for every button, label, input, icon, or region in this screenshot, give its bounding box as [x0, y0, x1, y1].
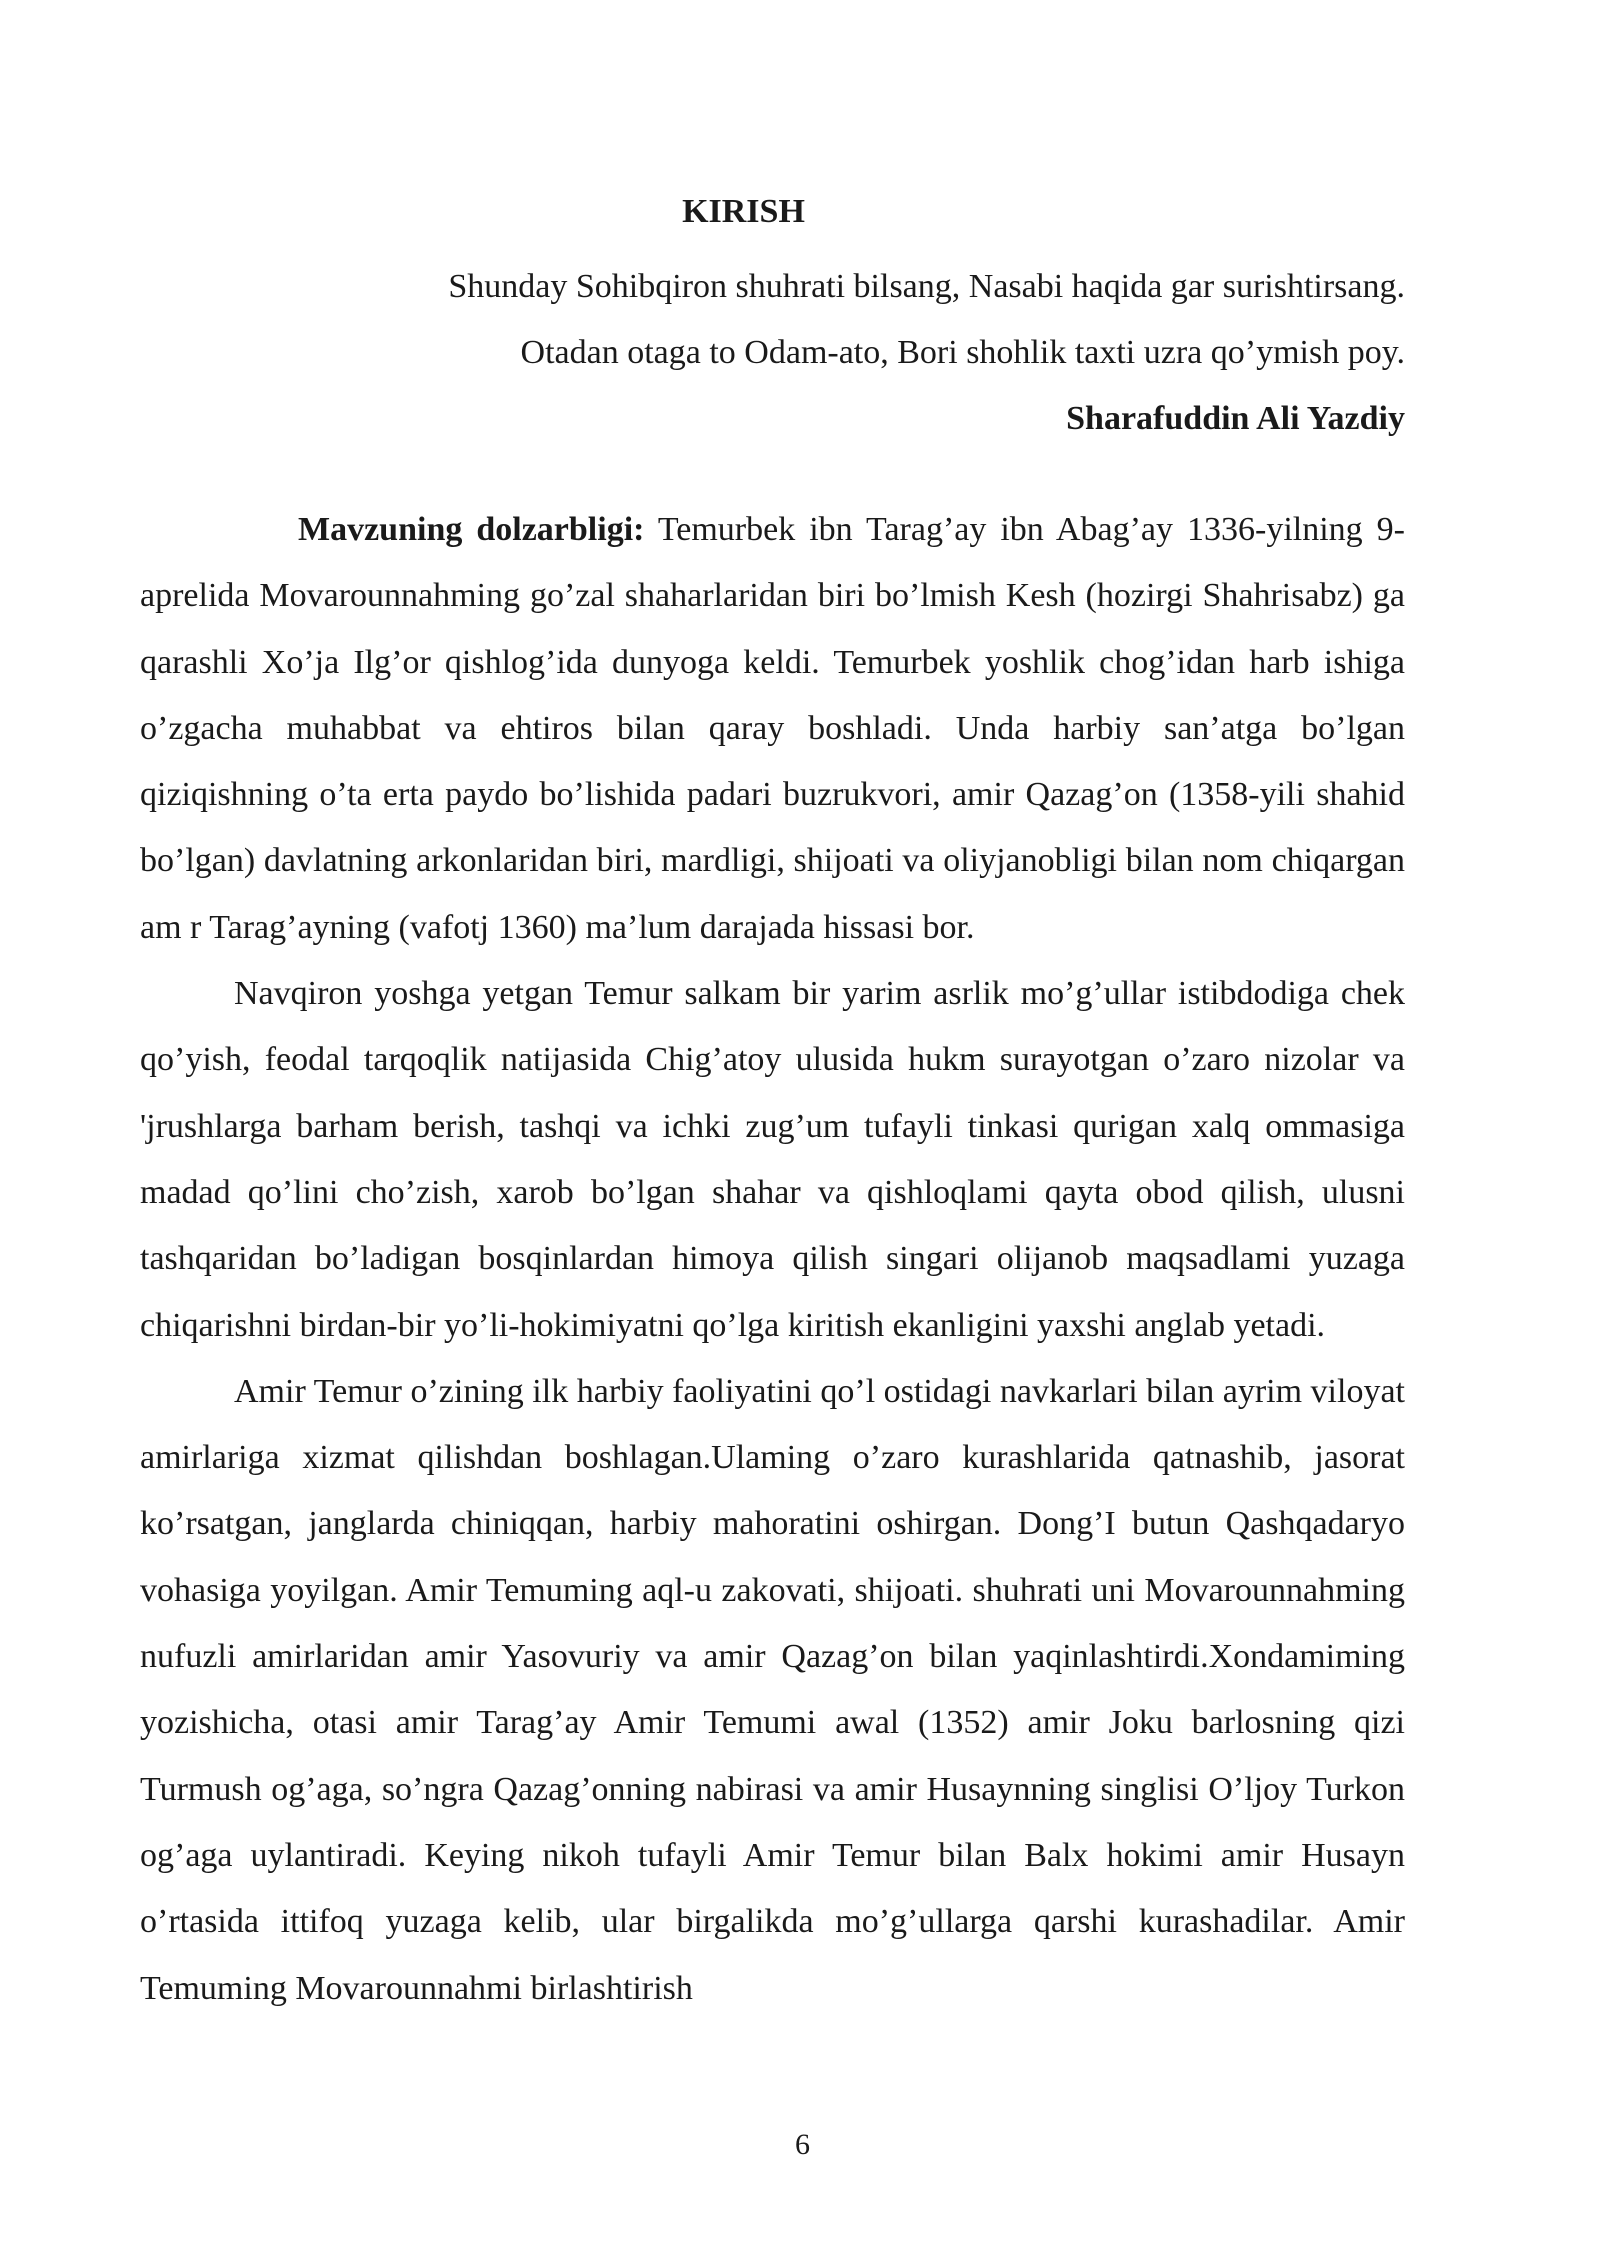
paragraph-1-text: Temurbek ibn Tarag’ay ibn Abag’ay 1336-yilning 9-aprelida Movarounnahming go’zal shaharlaridan biri bo’lmish Kesh (hozirgi Shahrisabz) ga qarashli Xo’ja Ilg’or qishlog’ida dunyoga keldi. Temurbek yoshlik chog’idan harb ishiga o’zgacha muhabbat va ehtiros bilan qaray boshladi. Unda harbiy san’atga bo’lgan qiziqishning o’ta erta paydo bo’lishida padari buzrukvori, amir Qazag’on (1358-yili shahid bo’lgan) davlatning arkonlaridan biri, mardligi, shijoati va oliyjanobligi bilan nom chiqargan am r Tarag’ayning (vafotj 1360) ma’lum darajada hissasi bor. — [140, 511, 1405, 946]
epigraph-author: Sharafuddin Ali Yazdiy — [1066, 400, 1405, 437]
body-text — [140, 497, 1405, 2022]
paragraph-2: Navqiron yoshga yetgan Temur salkam bir yarim asrlik mo’g’ullar istibdodiga chek qo’yish, feodal tarqoqlik natijasida Chig’atoy ulusida hukm surayotgan o’zaro nizolar va 'jrushlarga barham berish, tashqi va ichki zug’um tufayli tinkasi qurigan xalq ommasiga madad qo’lini cho’zish, xarob bo’lgan shahar va qishloqlami qayta obod qilish, ulusni tashqaridan bo’ladigan bosqinlardan himoya qilish singari olijanob maqsadlami yuzaga chiqarishni birdan-bir yo’li-hokimiyatni qo’lga kiritish ekanligini yaxshi anglab yetadi. — [140, 975, 1405, 1344]
epigraph — [140, 254, 1405, 452]
epigraph-line-1: Shunday Sohibqiron shuhrati bilsang, Nasabi haqida gar surishtirsang. — [448, 268, 1405, 305]
page-number: 6 — [795, 2128, 810, 2161]
epigraph-line-2: Otadan otaga to Odam-ato, Bori shohlik taxti uzra qo’ymish poy. — [520, 334, 1405, 371]
paragraph-3: Amir Temur o’zining ilk harbiy faoliyatini qo’l ostidagi navkarlari bilan ayrim viloyat amirlariga xizmat qilishdan boshlagan.Ulaming o’zaro kurashlarida qatnashib, jasorat ko’rsatgan, janglarda chiniqqan, harbiy mahoratini oshirgan. Dong’I butun Qashqadaryo vohasiga yoyilgan. Amir Temuming aql-u zakovati, shijoati. shuhrati uni Movarounnahming nufuzli amirlaridan amir Yasovuriy va amir Qazag’on bilan yaqinlashtirdi.Xondamiming yozishicha, otasi amir Tarag’ay Amir Temumi awal (1352) amir Joku barlosning qizi Turmush og’aga, so’ngra Qazag’onning nabirasi va amir Husaynning singlisi O’ljoy Turkon og’aga uylantiradi. Keying nikoh tufayli Amir Temur bilan Balx hokimi amir Husayn o’rtasida ittifoq yuzaga kelib, ular birgalikda mo’g’ullarga qarshi kurashadilar. Amir Temuming Movarounnahmi birlashtirish — [140, 1372, 1405, 2007]
document-page — [140, 0, 1405, 2262]
paragraph-lead: Mavzuning dolzarbligi: — [298, 511, 645, 548]
paragraph-1 — [140, 497, 1405, 961]
section-heading: KIRISH — [682, 193, 805, 230]
